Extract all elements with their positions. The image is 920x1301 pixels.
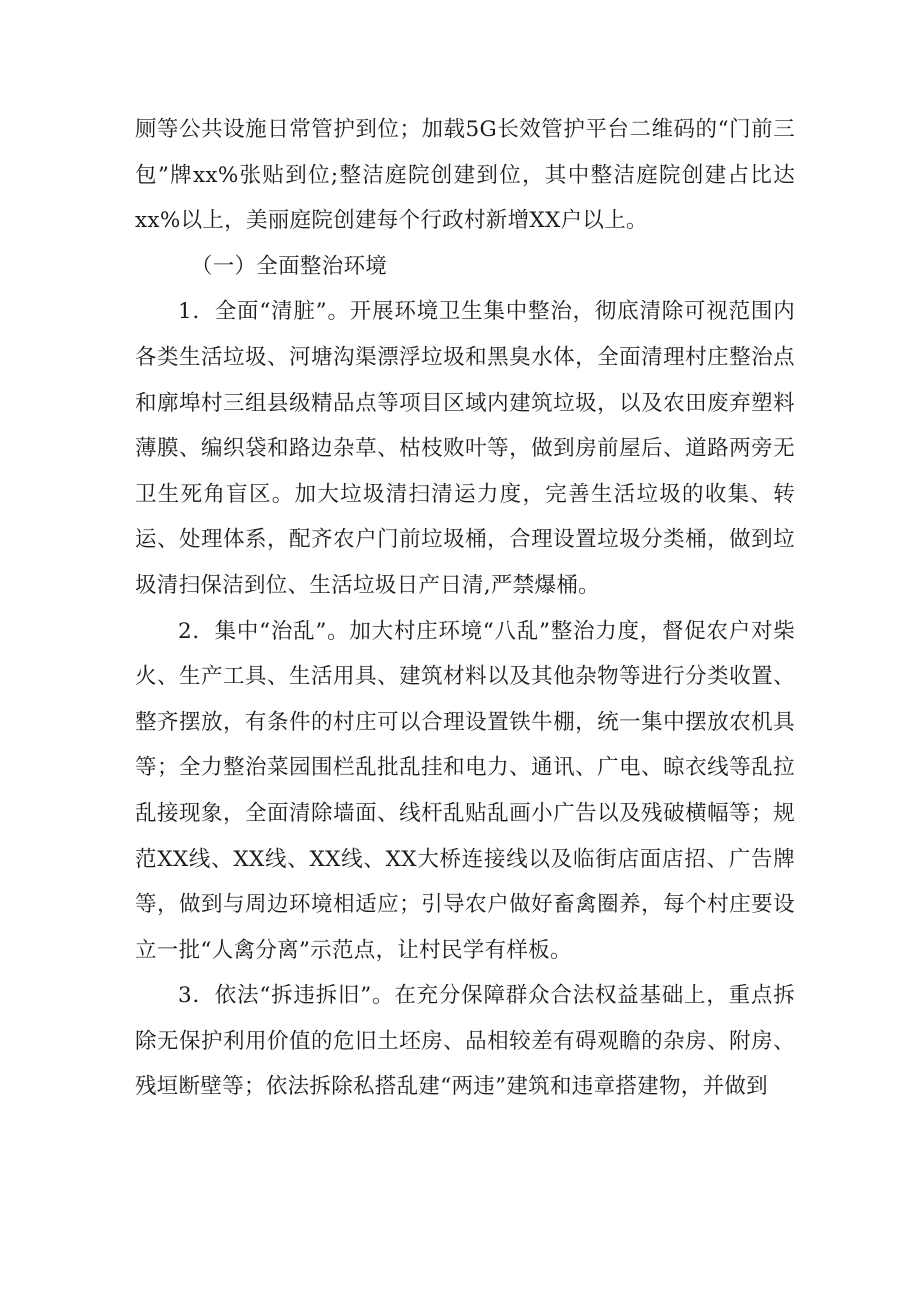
paragraph-item-2: 2．集中“治乱”。加大村庄环境“八乱”整治力度，督促农户对柴火、生产工具、生活用具、建筑材料以及其他杂物等进行分类收置、整齐摆放，有条件的村庄可以合理设置铁牛棚，统一集中摆放农机具等；全力整治菜园围栏乱批乱挂和电力、通讯、广电、晾衣线等乱拉乱接现象，全面清除墙面、线杆乱贴乱画小广告以及残破横幅等；规范XX线、XX线、XX线、XX大桥连接线以及临街店面店招、广告牌等，做到与周边环境相适应；引导农户做好畜禽圈养，每个村庄要设立一批“人禽分离”示范点，让村民学有样板。 <box>135 618 795 963</box>
paragraph-item-3: 3．依法“拆违拆旧”。在充分保障群众合法权益基础上，重点拆除无保护利用价值的危旧土坯房、品相较差有碍观瞻的杂房、附房、残垣断壁等；依法拆除私搭乱建“两违”建筑和违章搭建物，并做到 <box>135 983 795 1100</box>
paragraph-item-1: 1．全面“清脏”。开展环境卫生集中整治，彻底清除可视范围内各类生活垃圾、河塘沟渠漂浮垃圾和黑臭水体，全面清理村庄整治点和廓埠村三组县级精品点等项目区域内建筑垃圾，以及农田废弃塑料薄膜、编织袋和路边杂草、枯枝败叶等，做到房前屋后、道路两旁无卫生死角盲区。加大垃圾清扫清运力度，完善生活垃圾的收集、转运、处理体系，配齐农户门前垃圾桶，合理设置垃圾分类桶，做到垃圾清扫保洁到位、生活垃圾日产日清,严禁爆桶。 <box>135 299 795 598</box>
section-heading: （一）全面整治环境 <box>190 253 388 279</box>
document-body <box>135 107 795 1110</box>
paragraph-continuation: 厕等公共设施日常管护到位；加载5G长效管护平台二维码的“门前三包”牌xx%张贴到位;整洁庭院创建到位，其中整洁庭院创建占比达xx%以上，美丽庭院创建每个行政村新增XX户以上。 <box>135 117 795 234</box>
